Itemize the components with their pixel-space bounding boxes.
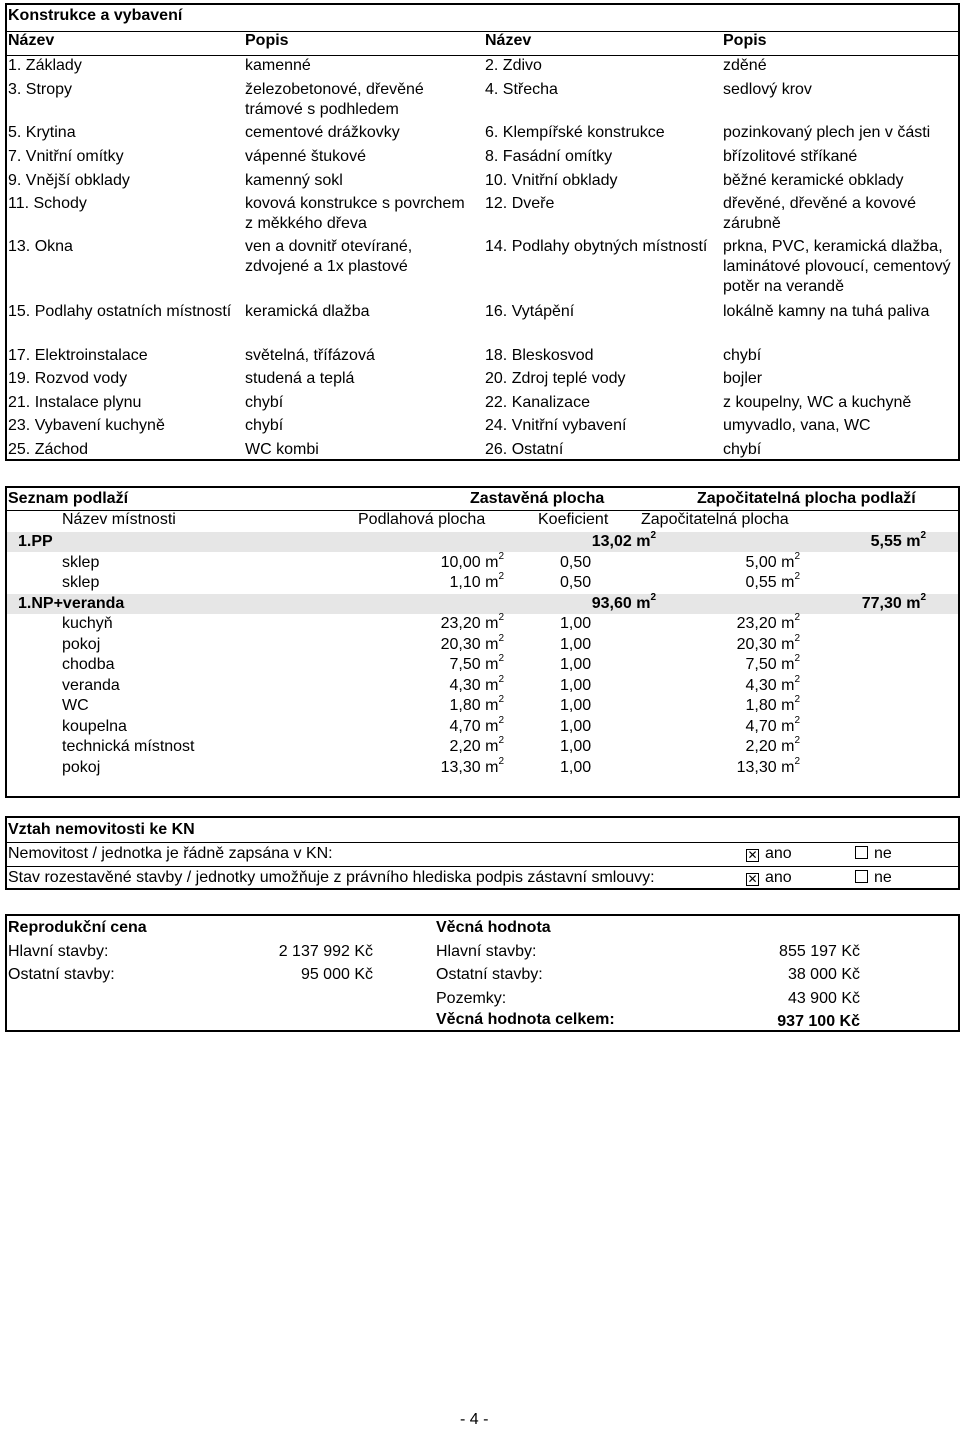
column-header: Popis (723, 32, 767, 49)
konstrukce-cell: chybí (245, 417, 284, 434)
konstrukce-cell: kamenný sokl (245, 172, 343, 189)
konstrukce-cell: ven a dovnitř otevírané, zdvojené a 1x plastové (245, 238, 413, 275)
konstrukce-cell: 23. Vybavení kuchyně (8, 417, 165, 434)
konstrukce-cell: břízolitové stříkané (723, 148, 858, 165)
room-podlahova-plocha: 4,30 $m^2$ (449, 673, 504, 694)
checkbox-option-ne[interactable] (855, 868, 892, 888)
konstrukce-cell: 10. Vnitřní obklady (485, 172, 618, 189)
room-koeficient: 1,00 (560, 615, 592, 632)
room-koeficient: 0,50 (560, 574, 592, 591)
konstrukce-cell: chybí (723, 347, 762, 364)
konstrukce-cell: 4. Střecha (485, 81, 558, 98)
konstrukce-cell: 26. Ostatní (485, 441, 564, 458)
checked-box-icon[interactable]: ✕ (747, 848, 758, 862)
konstrukce-cell: prkna, PVC, keramická dlažba, laminátové plovoucí, cementový potěr na verandě (723, 238, 951, 295)
room-podlahova-plocha: 7,50 $m^2$ (449, 652, 504, 673)
konstrukce-cell: 20. Zdroj teplé vody (485, 370, 626, 387)
room-podlahova-plocha: 20,30 $m^2$ (440, 632, 504, 653)
header-zap-plocha: Započitatelná plocha (641, 511, 789, 528)
konstrukce-cell: studená a teplá (245, 370, 355, 387)
room-koeficient: 1,00 (560, 738, 592, 755)
value-repro-ostatni: 95 000 Kč (300, 966, 373, 983)
room-zapocitatelna-plocha: 2,20 $m^2$ (745, 734, 800, 755)
konstrukce-cell: 24. Vnitřní vybavení (485, 417, 627, 434)
empty-checkbox-icon[interactable] (855, 870, 868, 883)
konstrukce-cell: vápenné štukové (245, 148, 366, 165)
room-name: chodba (62, 656, 115, 673)
konstrukce-cell: umyvadlo, vana, WC (723, 417, 871, 434)
konstrukce-cell: 1. Základy (8, 57, 82, 74)
konstrukce-cell: 22. Kanalizace (485, 394, 590, 411)
section-title-podlazi: Seznam podlaží (8, 490, 129, 507)
floor-zastavena-plocha: 13,02 $m^2$ (591, 529, 656, 550)
label-vecna-hodnota-celkem: Věcná hodnota celkem: (436, 1011, 615, 1028)
room-name: veranda (62, 677, 120, 694)
konstrukce-cell: WC kombi (245, 441, 319, 458)
room-zapocitatelna-plocha: 13,30 $m^2$ (736, 755, 800, 776)
konstrukce-cell: sedlový krov (723, 81, 812, 98)
konstrukce-cell: dřevěné, dřevěné a kovové zárubně (723, 195, 917, 232)
checkbox-option-ano[interactable] (746, 868, 792, 888)
checkbox-option-ne[interactable] (855, 844, 892, 864)
floor-name: 1.NP+veranda (18, 595, 125, 612)
divider (7, 31, 958, 32)
konstrukce-cell: 14. Podlahy obytných místností (485, 238, 708, 255)
konstrukce-cell: 7. Vnitřní omítky (8, 148, 124, 165)
konstrukce-cell: chybí (245, 394, 284, 411)
konstrukce-cell: pozinkovaný plech jen v části (723, 124, 931, 141)
checkbox-option-ano[interactable] (746, 844, 792, 864)
konstrukce-cell: chybí (723, 441, 762, 458)
room-zapocitatelna-plocha: 0,55 $m^2$ (745, 570, 800, 591)
room-name: kuchyň (62, 615, 113, 632)
room-podlahova-plocha: 4,70 $m^2$ (449, 714, 504, 735)
vztah-label: Stav rozestavěné stavby / jednotky umožňuje z právního hlediska podpis zástavní smlouvy: (8, 869, 655, 886)
floor-zastavena-plocha: 93,60 $m^2$ (591, 591, 656, 612)
room-podlahova-plocha: 2,20 $m^2$ (449, 734, 504, 755)
konstrukce-cell: 16. Vytápění (485, 303, 575, 320)
room-koeficient: 1,00 (560, 718, 592, 735)
konstrukce-cell: 21. Instalace plynu (8, 394, 142, 411)
vztah-label: Nemovitost / jednotka je řádně zapsána v KN: (8, 845, 333, 862)
checkbox-label: ano (765, 869, 792, 886)
room-zapocitatelna-plocha: 4,30 $m^2$ (745, 673, 800, 694)
konstrukce-cell: 2. Zdivo (485, 57, 542, 74)
section-title-konstrukce: Konstrukce a vybavení (8, 7, 183, 24)
room-name: pokoj (62, 759, 101, 776)
section-title-vztah: Vztah nemovitosti ke KN (8, 821, 195, 838)
title-reprodukcni-cena: Reprodukční cena (8, 919, 147, 936)
konstrukce-cell: cementové drážkovky (245, 124, 400, 141)
room-podlahova-plocha: 1,80 $m^2$ (449, 693, 504, 714)
header-zastavena: Zastavěná plocha (470, 490, 605, 507)
value-pozemky: 43 900 Kč (787, 990, 860, 1007)
header-podlahova-plocha: Podlahová plocha (358, 511, 486, 528)
room-name: sklep (62, 574, 100, 591)
room-koeficient: 0,50 (560, 554, 592, 571)
konstrukce-cell: 3. Stropy (8, 81, 73, 98)
header-zapocitatelna: Započitatelná plocha podlaží (697, 490, 916, 507)
konstrukce-cell: 6. Klempířské konstrukce (485, 124, 665, 141)
checkbox-label: ne (874, 845, 892, 862)
room-zapocitatelna-plocha: 4,70 $m^2$ (745, 714, 800, 735)
column-header: Název (8, 32, 55, 49)
konstrukce-cell: z koupelny, WC a kuchyně (723, 394, 912, 411)
header-nazev-mistnosti: Název místnosti (62, 511, 176, 528)
floor-name: 1.PP (18, 533, 53, 550)
room-name: sklep (62, 554, 100, 571)
checkbox-label: ano (765, 845, 792, 862)
konstrukce-cell: železobetonové, dřevěné trámové s podhledem (245, 81, 424, 118)
checkbox-label: ne (874, 869, 892, 886)
konstrukce-cell: keramická dlažba (245, 303, 370, 320)
value-vecna-ostatni: 38 000 Kč (787, 966, 860, 983)
room-koeficient: 1,00 (560, 697, 592, 714)
room-koeficient: 1,00 (560, 636, 592, 653)
room-koeficient: 1,00 (560, 656, 592, 673)
label-pozemky: Pozemky: (436, 990, 507, 1007)
konstrukce-cell: zděné (723, 57, 767, 74)
konstrukce-cell: 15. Podlahy ostatních místností (8, 303, 232, 320)
room-koeficient: 1,00 (560, 677, 592, 694)
konstrukce-cell: 11. Schody (8, 195, 87, 212)
konstrukce-cell: bojler (723, 370, 763, 387)
konstrukce-cell: 8. Fasádní omítky (485, 148, 613, 165)
column-header: Název (485, 32, 532, 49)
room-name: koupelna (62, 718, 127, 735)
room-podlahova-plocha: 1,10 $m^2$ (449, 570, 504, 591)
page-number: - 4 - (460, 1411, 489, 1428)
label-ostatni-stavby: Ostatní stavby: (8, 966, 115, 983)
checked-box-icon[interactable]: ✕ (747, 872, 758, 886)
konstrukce-cell: 5. Krytina (8, 124, 76, 141)
konstrukce-cell: lokálně kamny na tuhá paliva (723, 303, 930, 320)
room-zapocitatelna-plocha: 7,50 $m^2$ (745, 652, 800, 673)
konstrukce-cell: světelná, třífázová (245, 347, 375, 364)
room-podlahova-plocha: 13,30 $m^2$ (440, 755, 504, 776)
konstrukce-cell: 19. Rozvod vody (8, 370, 128, 387)
konstrukce-cell: 13. Okna (8, 238, 73, 255)
room-zapocitatelna-plocha: 20,30 $m^2$ (736, 632, 800, 653)
room-name: pokoj (62, 636, 101, 653)
divider (7, 842, 958, 843)
konstrukce-cell: 25. Záchod (8, 441, 89, 458)
column-header: Popis (245, 32, 289, 49)
konstrukce-cell: běžné keramické obklady (723, 172, 904, 189)
room-podlahova-plocha: 23,20 $m^2$ (440, 611, 504, 632)
konstrukce-cell: kamenné (245, 57, 311, 74)
divider (7, 866, 958, 867)
label-ostatni-stavby: Ostatní stavby: (436, 966, 543, 983)
room-zapocitatelna-plocha: 1,80 $m^2$ (745, 693, 800, 714)
konstrukce-cell: 9. Vnější obklady (8, 172, 130, 189)
value-vecna-hlavni: 855 197 Kč (779, 943, 860, 960)
room-zapocitatelna-plocha: 23,20 $m^2$ (736, 611, 800, 632)
floor-zapocitatelna-plocha: 5,55 $m^2$ (870, 529, 926, 550)
value-repro-hlavni: 2 137 992 Kč (278, 943, 373, 960)
label-hlavni-stavby: Hlavní stavby: (8, 943, 109, 960)
konstrukce-cell: 18. Bleskosvod (485, 347, 594, 364)
floor-zapocitatelna-plocha: 77,30 $m^2$ (861, 591, 926, 612)
value-vecna-celkem: 937 100 Kč (777, 1013, 860, 1030)
room-podlahova-plocha: 10,00 $m^2$ (440, 550, 504, 571)
konstrukce-cell: 12. Dveře (485, 195, 555, 212)
room-name: technická místnost (62, 738, 195, 755)
konstrukce-cell: kovová konstrukce s povrchem z měkkého dřeva (245, 195, 465, 232)
header-koeficient: Koeficient (538, 511, 609, 528)
label-hlavni-stavby: Hlavní stavby: (436, 943, 537, 960)
room-koeficient: 1,00 (560, 759, 592, 776)
empty-checkbox-icon[interactable] (855, 846, 868, 859)
konstrukce-cell: 17. Elektroinstalace (8, 347, 148, 364)
room-zapocitatelna-plocha: 5,00 $m^2$ (745, 550, 800, 571)
room-name: WC (62, 697, 89, 714)
title-vecna-hodnota: Věcná hodnota (436, 919, 551, 936)
